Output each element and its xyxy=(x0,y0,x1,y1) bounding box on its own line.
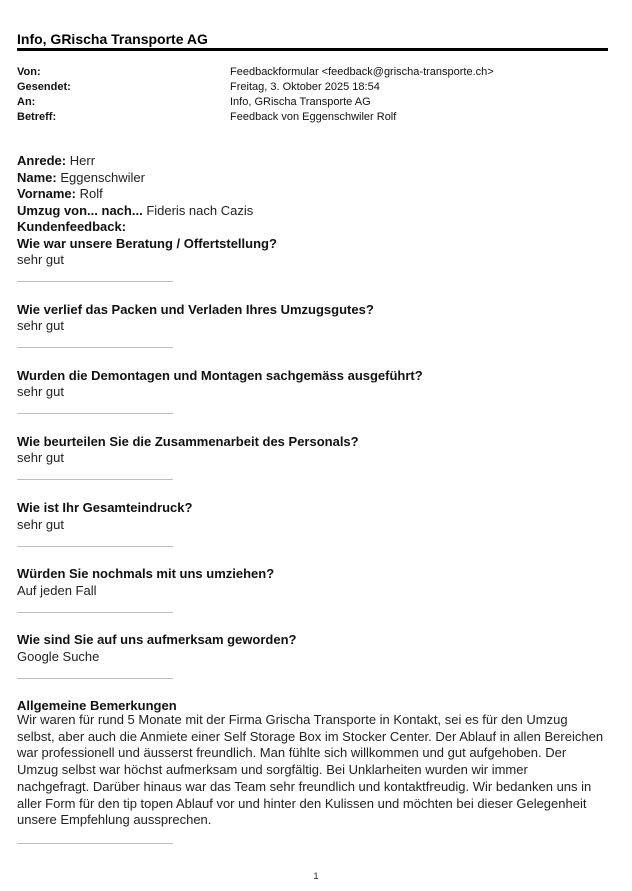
title-divider xyxy=(17,48,608,51)
header-value[interactable]: Feedbackformular <feedback@grischa-transporte.ch> xyxy=(230,66,494,78)
separator-line xyxy=(17,281,173,282)
separator-line xyxy=(17,413,173,414)
email-header-sent xyxy=(17,80,607,95)
field-value: Rolf xyxy=(79,186,103,201)
remarks-line: Wir waren für rund 5 Monate mit der Firma Grischa Transporte in Kontakt, sei es für den Umzug xyxy=(17,712,568,727)
email-header-from xyxy=(17,65,607,80)
answer-5: sehr gut xyxy=(17,517,64,532)
answer-1: sehr gut xyxy=(17,252,64,267)
remarks-line: selbst, aber auch die Anmiete einer Self Storage Box im Stocker Center. Der Ablauf in allen Bereichen xyxy=(17,728,604,744)
page-number: 1 xyxy=(313,871,319,881)
header-value: Info, GRischa Transporte AG xyxy=(230,96,371,108)
separator-line xyxy=(17,678,173,679)
field-label: Vorname: xyxy=(17,186,76,201)
remarks-line: aller Form für den tip topen Ablauf vor und hinter den Kulissen und möchten bei dieser Gelegenheit xyxy=(17,795,587,811)
question-7: Wie sind Sie auf uns aufmerksam geworden? xyxy=(17,632,297,647)
answer-3: sehr gut xyxy=(17,384,64,399)
separator-line xyxy=(17,479,173,480)
answer-4: sehr gut xyxy=(17,450,64,465)
answer-6: Auf jeden Fall xyxy=(17,583,97,598)
header-value: Freitag, 3. Oktober 2025 18:54 xyxy=(230,81,380,93)
field-anrede xyxy=(17,153,95,169)
question-3: Wurden die Demontagen und Montagen sachgemäss ausgeführt? xyxy=(17,368,423,383)
field-label: Kundenfeedback: xyxy=(17,219,127,234)
email-header-subject xyxy=(17,110,607,125)
header-label: Gesendet: xyxy=(17,81,71,93)
question-5: Wie ist Ihr Gesamteindruck? xyxy=(17,500,193,515)
header-label: An: xyxy=(17,96,36,108)
question-6: Würden Sie nochmals mit uns umziehen? xyxy=(17,566,275,581)
question-1: Wie war unsere Beratung / Offertstellung? xyxy=(17,236,277,251)
header-label: Betreff: xyxy=(17,111,57,123)
remarks-line: unsere Empfehlung aussprechen. xyxy=(17,812,212,828)
field-value: Herr xyxy=(69,153,96,168)
field-value: Fideris nach Cazis xyxy=(146,203,254,218)
remarks-line: war professionell und äusserst freundlich. Man fühlte sich willkommen und gut aufgehoben. Der xyxy=(17,745,567,761)
header-label: Von: xyxy=(17,66,41,78)
separator-line xyxy=(17,843,173,844)
remarks-title: Allgemeine Bemerkungen xyxy=(17,698,177,713)
field-label: Umzug von... nach... xyxy=(17,203,143,218)
field-label: Anrede: xyxy=(17,153,67,168)
field-label: Name: xyxy=(17,170,57,185)
field-vorname xyxy=(17,186,103,202)
remarks-body xyxy=(17,712,609,829)
field-umzug xyxy=(17,203,253,219)
field-name xyxy=(17,170,145,186)
remarks-line: nachgefragt. Darüber hinaus war das Team sehr freundlich und kontaktfreudig. Wir bedanken uns in xyxy=(17,778,592,794)
field-kundenfeedback xyxy=(17,219,126,235)
sender-title: Info, GRischa Transporte AG xyxy=(17,31,208,47)
separator-line xyxy=(17,612,173,613)
separator-line xyxy=(17,347,173,348)
field-value: Eggenschwiler xyxy=(60,170,145,185)
header-value: Feedback von Eggenschwiler Rolf xyxy=(230,111,397,123)
separator-line xyxy=(17,546,173,547)
answer-7: Google Suche xyxy=(17,649,100,664)
email-header-to xyxy=(17,95,607,110)
question-2: Wie verlief das Packen und Verladen Ihres Umzugsgutes? xyxy=(17,302,374,317)
question-4: Wie beurteilen Sie die Zusammenarbeit des Personals? xyxy=(17,434,359,449)
answer-2: sehr gut xyxy=(17,318,64,333)
remarks-line: Umzug selbst war höchst aufmerksam und sorgfältig. Bei Unklarheiten wurden wir immer xyxy=(17,762,528,778)
